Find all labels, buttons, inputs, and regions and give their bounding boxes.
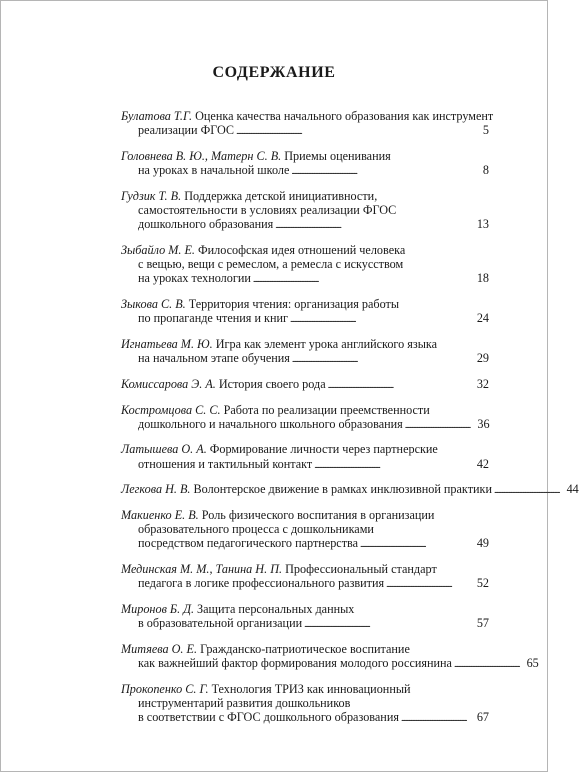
toc-entry-author: Булатова Т.Г. xyxy=(121,109,193,123)
toc-entry-page-number: 67 xyxy=(476,710,489,725)
toc-entry-title-end: посредством педагогического партнерства xyxy=(138,536,359,551)
toc-entry-first-line xyxy=(121,297,489,311)
toc-entry[interactable] xyxy=(121,109,494,138)
toc-entry-author: Макиенко Е. В. xyxy=(121,508,199,523)
toc-entry[interactable] xyxy=(121,562,489,591)
toc-entry-title-start: Защита персональных данных xyxy=(197,602,355,617)
toc-entry-page-number: 13 xyxy=(476,217,489,232)
toc-entry[interactable] xyxy=(121,482,579,497)
toc-entry-page-number: 57 xyxy=(476,616,489,631)
toc-entry-page-number: 49 xyxy=(476,536,489,551)
toc-entry-page-number: 44 xyxy=(566,482,579,497)
toc-entry-author: Митяева О. Е. xyxy=(121,641,198,656)
toc-entry[interactable] xyxy=(121,243,489,287)
toc-entry-author: Зыкова С. В. xyxy=(121,297,186,312)
toc-entry-last-line xyxy=(121,417,489,432)
toc-entry-page-number: 29 xyxy=(476,351,489,366)
toc-entry-first-line xyxy=(121,642,489,656)
toc-entry-title-end: на начальном этапе обучения xyxy=(138,351,290,366)
toc-entry-page-number: 24 xyxy=(476,311,489,326)
dot-leader xyxy=(290,311,469,326)
toc-entry-text xyxy=(121,482,492,496)
toc-entry-page-number: 32 xyxy=(476,376,489,391)
toc-entry[interactable] xyxy=(121,377,489,392)
toc-entry-title-end: реализации ФГОС xyxy=(138,123,235,138)
toc-entry-author: Мединская М. М., Танина Н. П. xyxy=(121,562,283,577)
toc-entry-first-line xyxy=(121,508,489,522)
dot-leader xyxy=(328,377,469,392)
toc-entry-first-line xyxy=(121,243,489,257)
dot-leader xyxy=(386,576,469,591)
toc-entry-title-end: на уроках в начальной школе xyxy=(138,163,290,178)
toc-entry[interactable] xyxy=(121,149,489,178)
toc-entry-first-line xyxy=(121,403,489,417)
toc-entry-title-end: педагога в логике профессионального развития xyxy=(138,576,385,591)
toc-entry-title-start: Профессиональный стандарт xyxy=(285,562,437,577)
toc-entry-title-end: по пропаганде чтения и книг xyxy=(138,311,288,326)
toc-entry-author: Зыбайло М. Е. xyxy=(121,242,195,257)
toc-entry-last-line xyxy=(121,123,489,138)
toc-entry-page-number: 5 xyxy=(482,123,489,138)
dot-leader xyxy=(494,482,559,497)
toc-entry-first-line xyxy=(121,562,489,576)
toc-entry-title: Волонтерское движение в рамках инклюзивной практики xyxy=(193,482,492,497)
toc-entry-title-end: отношения и тактильный контакт xyxy=(138,456,313,471)
toc-entry-author: Гудзик Т. В. xyxy=(121,188,182,203)
toc-entry-first-line xyxy=(121,337,489,351)
dot-leader xyxy=(405,417,470,432)
toc-entry-author: Головнева В. Ю., Матерн С. В. xyxy=(121,148,282,163)
toc-entry-last-line xyxy=(121,311,489,326)
toc-entry-title-start: Оценка качества начального образования как инструмент xyxy=(195,109,494,123)
toc-entry-first-line xyxy=(121,149,489,163)
toc-entry-first-line xyxy=(121,602,489,616)
dot-leader xyxy=(253,271,469,286)
toc-entry-author: Легкова Н. В. xyxy=(121,482,191,497)
table-of-contents xyxy=(121,109,579,726)
dot-leader xyxy=(275,217,469,232)
toc-entry-first-line xyxy=(121,682,489,696)
toc-entry-author: Прокопенко С. Г. xyxy=(121,681,209,696)
toc-entry-title-end: как важнейший фактор формирования молодого россиянина xyxy=(138,656,452,671)
toc-entry[interactable] xyxy=(121,297,489,326)
toc-entry-last-line xyxy=(121,710,489,725)
toc-entry[interactable] xyxy=(121,337,489,366)
toc-entry-last-line xyxy=(121,457,489,472)
dot-leader xyxy=(236,123,469,138)
dot-leader xyxy=(304,616,469,631)
toc-entry-title-continued: самостоятельности в условиях реализации ФГОС xyxy=(138,203,397,218)
toc-entry-single-line xyxy=(121,482,579,497)
toc-entry-title-end: на уроках технологии xyxy=(138,271,251,286)
toc-entry-last-line xyxy=(121,163,489,178)
toc-entry-last-line xyxy=(121,616,489,631)
dot-leader xyxy=(401,710,469,725)
toc-entry-title: История своего рода xyxy=(218,376,326,391)
toc-entry-author: Латышева О. А. xyxy=(121,442,207,457)
toc-entry-title-start: Гражданско-патриотическое воспитание xyxy=(200,641,410,656)
toc-entry-title-start: Территория чтения: организация работы xyxy=(188,297,400,312)
toc-entry-title-start: Работа по реализации преемственности xyxy=(223,402,430,417)
toc-entry-title-start: Игра как элемент урока английского языка xyxy=(215,336,438,351)
toc-entry-title-start: Философская идея отношений человека xyxy=(198,242,406,257)
toc-entry-first-line xyxy=(121,442,489,456)
toc-entry-title-start: Роль физического воспитания в организации xyxy=(201,508,435,523)
toc-entry-title-end: дошкольного и начального школьного образования xyxy=(138,416,403,431)
toc-entry[interactable] xyxy=(121,508,489,552)
toc-entry[interactable] xyxy=(121,189,489,233)
toc-entry[interactable] xyxy=(121,602,489,631)
toc-entry-title-continued: с вещью, вещи с ремеслом, а ремесла с искусством xyxy=(138,257,404,272)
toc-entry-last-line xyxy=(121,271,489,286)
toc-entry-title-end: в образовательной организации xyxy=(138,616,303,631)
toc-entry-last-line xyxy=(121,576,489,591)
toc-entry-page-number: 42 xyxy=(476,456,489,471)
toc-entry-last-line xyxy=(121,536,489,551)
toc-entry-title-start: Приемы оценивания xyxy=(284,148,391,163)
toc-entry[interactable] xyxy=(121,682,489,726)
toc-entry-page-number: 52 xyxy=(476,576,489,591)
toc-entry-title-end: дошкольного образования xyxy=(138,217,274,232)
toc-entry-page-number: 65 xyxy=(526,656,539,671)
page-title: СОДЕРЖАНИЕ xyxy=(212,64,336,81)
toc-entry-author: Миронов Б. Д. xyxy=(121,602,194,617)
toc-entry-title-end: в соответствии с ФГОС дошкольного образования xyxy=(138,710,399,725)
toc-entry[interactable] xyxy=(121,641,539,671)
toc-entry-page-number: 18 xyxy=(476,271,489,286)
toc-entry-title-start: Технология ТРИЗ как инновационный xyxy=(211,681,411,696)
toc-entry-last-line xyxy=(121,656,539,671)
dot-leader xyxy=(360,536,469,551)
toc-entry-title-start: Поддержка детской инициативности, xyxy=(184,188,378,203)
toc-entry-page-number: 8 xyxy=(482,163,489,178)
toc-entry-title-start: Формирование личности через партнерские xyxy=(209,442,438,457)
toc-entry-title-continued: инструментарий развития дошкольников xyxy=(138,696,351,711)
toc-entry-last-line xyxy=(121,351,489,366)
toc-entry-title-continued: образовательного процесса с дошкольниками xyxy=(138,522,374,537)
dot-leader xyxy=(291,163,469,178)
toc-entry-single-line xyxy=(121,377,489,392)
dot-leader xyxy=(314,457,469,472)
toc-entry-first-line xyxy=(121,189,489,203)
toc-entry-author: Костромцова С. С. xyxy=(121,402,221,417)
toc-entry-page-number: 36 xyxy=(477,416,490,431)
toc-entry-text xyxy=(121,377,326,391)
dot-leader xyxy=(454,656,519,671)
toc-entry-author: Игнатьева М. Ю. xyxy=(121,336,213,351)
toc-entry[interactable] xyxy=(121,403,489,432)
dot-leader xyxy=(292,351,469,366)
toc-entry[interactable] xyxy=(121,442,489,471)
toc-entry-last-line xyxy=(121,217,489,232)
toc-entry-first-line xyxy=(121,109,494,123)
toc-entry-author: Комиссарова Э. А. xyxy=(121,376,216,391)
